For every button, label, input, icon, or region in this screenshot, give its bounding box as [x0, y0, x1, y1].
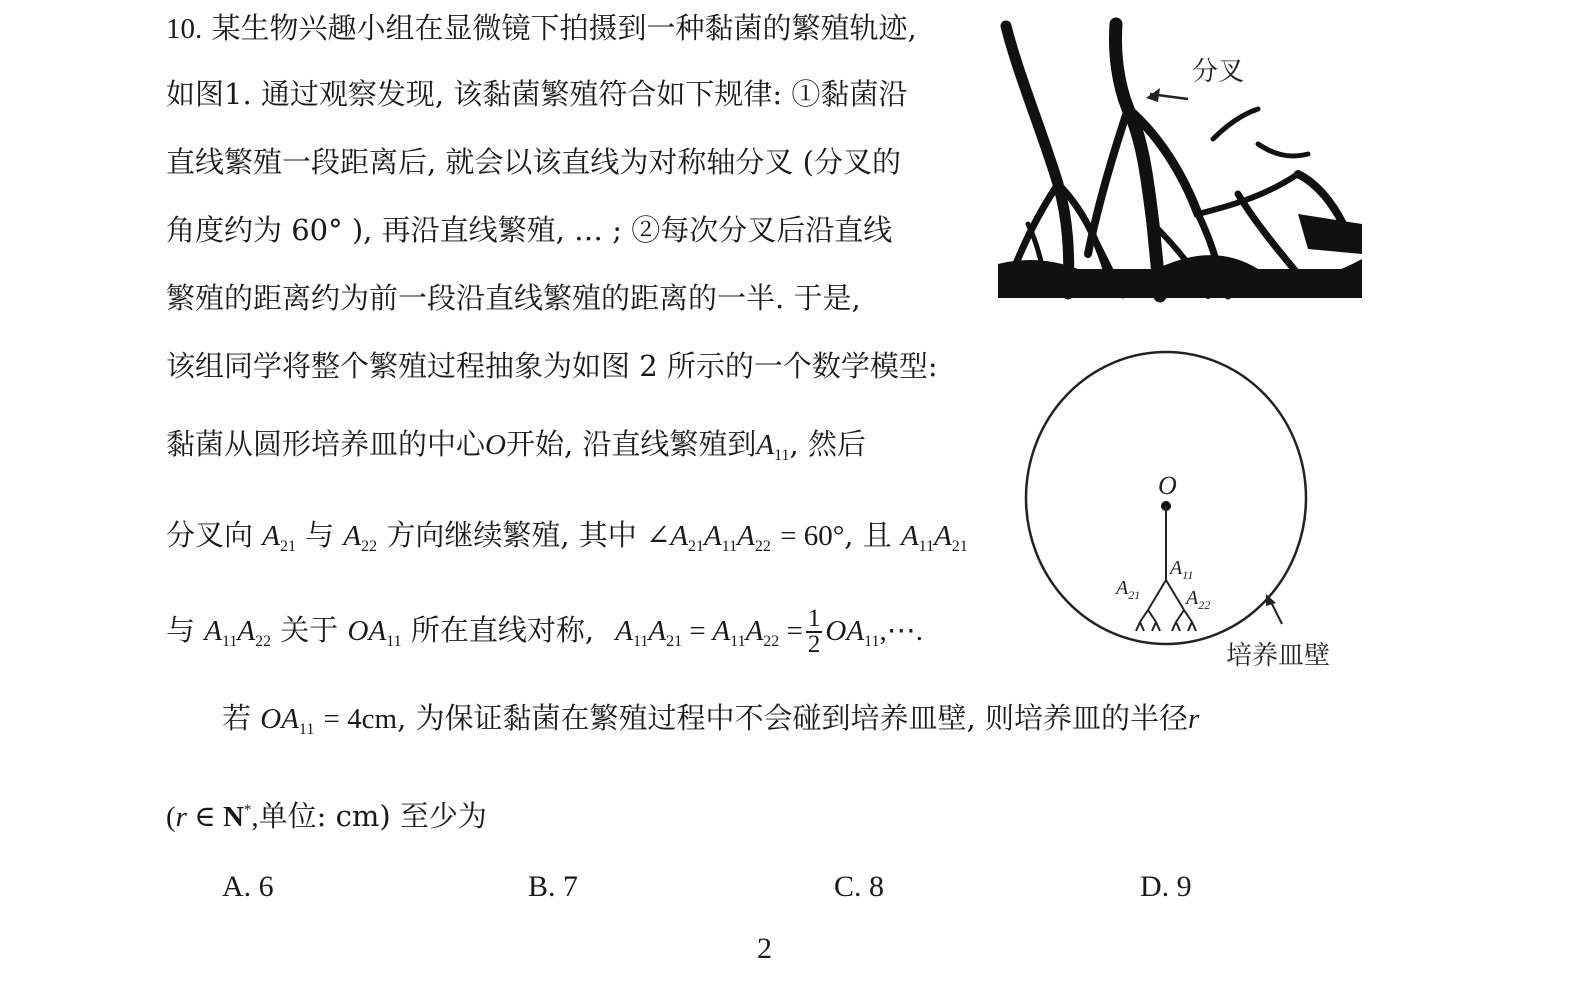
- math-angle: $\angle A_{21}A_{11}A_{22}$: [646, 520, 771, 555]
- dish-wall-label: 培养皿壁: [1226, 641, 1331, 671]
- question-text-6: 该组同学将整个繁殖过程抽象为如图 2 所示的一个数学模型:: [166, 349, 938, 383]
- question-text-7a: 黏菌从圆形培养皿的中心: [166, 427, 486, 461]
- question-text-5: 繁殖的距离约为前一段沿直线繁殖的距离的一半. 于是,: [166, 281, 861, 315]
- math-A11A21: $A_{11}A_{21}$: [900, 520, 968, 555]
- option-a[interactable]: A. 6: [222, 870, 274, 903]
- question-line-11: [166, 790, 487, 837]
- question-line-3: [166, 142, 901, 182]
- math-r: r: [1187, 703, 1200, 735]
- question-text-8a: 分叉向: [166, 518, 254, 552]
- question-text-8b: 与: [305, 518, 335, 552]
- center-label: O: [1158, 471, 1177, 500]
- question-text-9b: 关于: [280, 613, 339, 647]
- label-A11: $A_{11}$: [1170, 557, 1194, 582]
- question-line-8: [166, 515, 968, 567]
- math-equation: $A_{11}A_{21} = A_{11}A_{22}$ =: [615, 615, 803, 650]
- question-text-10a: 若: [222, 701, 252, 735]
- label-A22: $A_{22}$: [1186, 587, 1211, 612]
- math-oa-value: = 4cm: [323, 703, 398, 735]
- question-text-1: 某生物兴趣小组在显微镜下拍摄到一种黏菌的繁殖轨迹,: [211, 11, 917, 45]
- option-c[interactable]: C. 8: [834, 870, 885, 903]
- math-A22: $A_{22}$: [343, 520, 378, 555]
- question-text-10b: , 为保证黏菌在繁殖过程中不会碰到培养皿壁, 则培养皿的半径: [397, 701, 1188, 735]
- question-text-2: 如图1. 通过观察发现, 该黏菌繁殖符合如下规律: ①黏菌沿: [166, 77, 908, 111]
- question-line-5: [166, 278, 861, 318]
- question-text-9a: 与: [166, 613, 196, 647]
- question-text-8d: , 且: [844, 518, 892, 552]
- question-text-3: 直线繁殖一段距离后, 就会以该直线为对称轴分叉 (分叉的: [166, 145, 901, 179]
- question-line-6: [166, 346, 938, 386]
- question-text-8c: 方向继续繁殖, 其中: [386, 518, 637, 552]
- math-fraction: $\frac{1}{2}$: [807, 605, 821, 658]
- question-line-2: [166, 74, 907, 114]
- math-r-condition: (r ∈ N*,: [166, 801, 259, 833]
- math-A11A22: $A_{11}A_{22}$: [204, 615, 272, 650]
- question-line-9: [166, 607, 923, 662]
- math-OA11-given: $OA_{11}$: [260, 703, 315, 738]
- page-number: 2: [757, 932, 772, 965]
- question-text-9c: 所在直线对称,: [410, 613, 595, 647]
- math-OA11: $OA_{11}$: [347, 615, 402, 650]
- question-line-1: [166, 8, 917, 49]
- option-d[interactable]: D. 9: [1140, 870, 1192, 903]
- question-text-11: 单位: cm) 至少为: [258, 799, 487, 833]
- figure-2-model: [1000, 348, 1380, 678]
- option-b[interactable]: B. 7: [528, 870, 579, 903]
- question-number: 10.: [166, 13, 203, 45]
- question-line-10: [222, 698, 1199, 750]
- figure-1-branch-label: 分叉: [1192, 57, 1245, 87]
- math-angle-value: = 60°: [780, 520, 845, 552]
- question-text-4: 角度约为 60° ), 再沿直线繁殖, … ; ②每次分叉后沿直线: [166, 213, 893, 247]
- figure-1-slime-mold: [998, 14, 1362, 298]
- question-text-7b: 开始, 沿直线繁殖到: [505, 427, 757, 461]
- math-A11: $A_{11}$: [756, 429, 790, 464]
- math-A21: $A_{21}$: [262, 520, 296, 555]
- question-line-7: [166, 424, 866, 476]
- question-line-4: [166, 210, 892, 250]
- math-O: O: [485, 429, 506, 461]
- question-text-7c: , 然后: [789, 427, 866, 461]
- label-A21: $A_{21}$: [1116, 577, 1141, 602]
- math-half-OA11: $OA_{11},\cdots$.: [825, 615, 923, 650]
